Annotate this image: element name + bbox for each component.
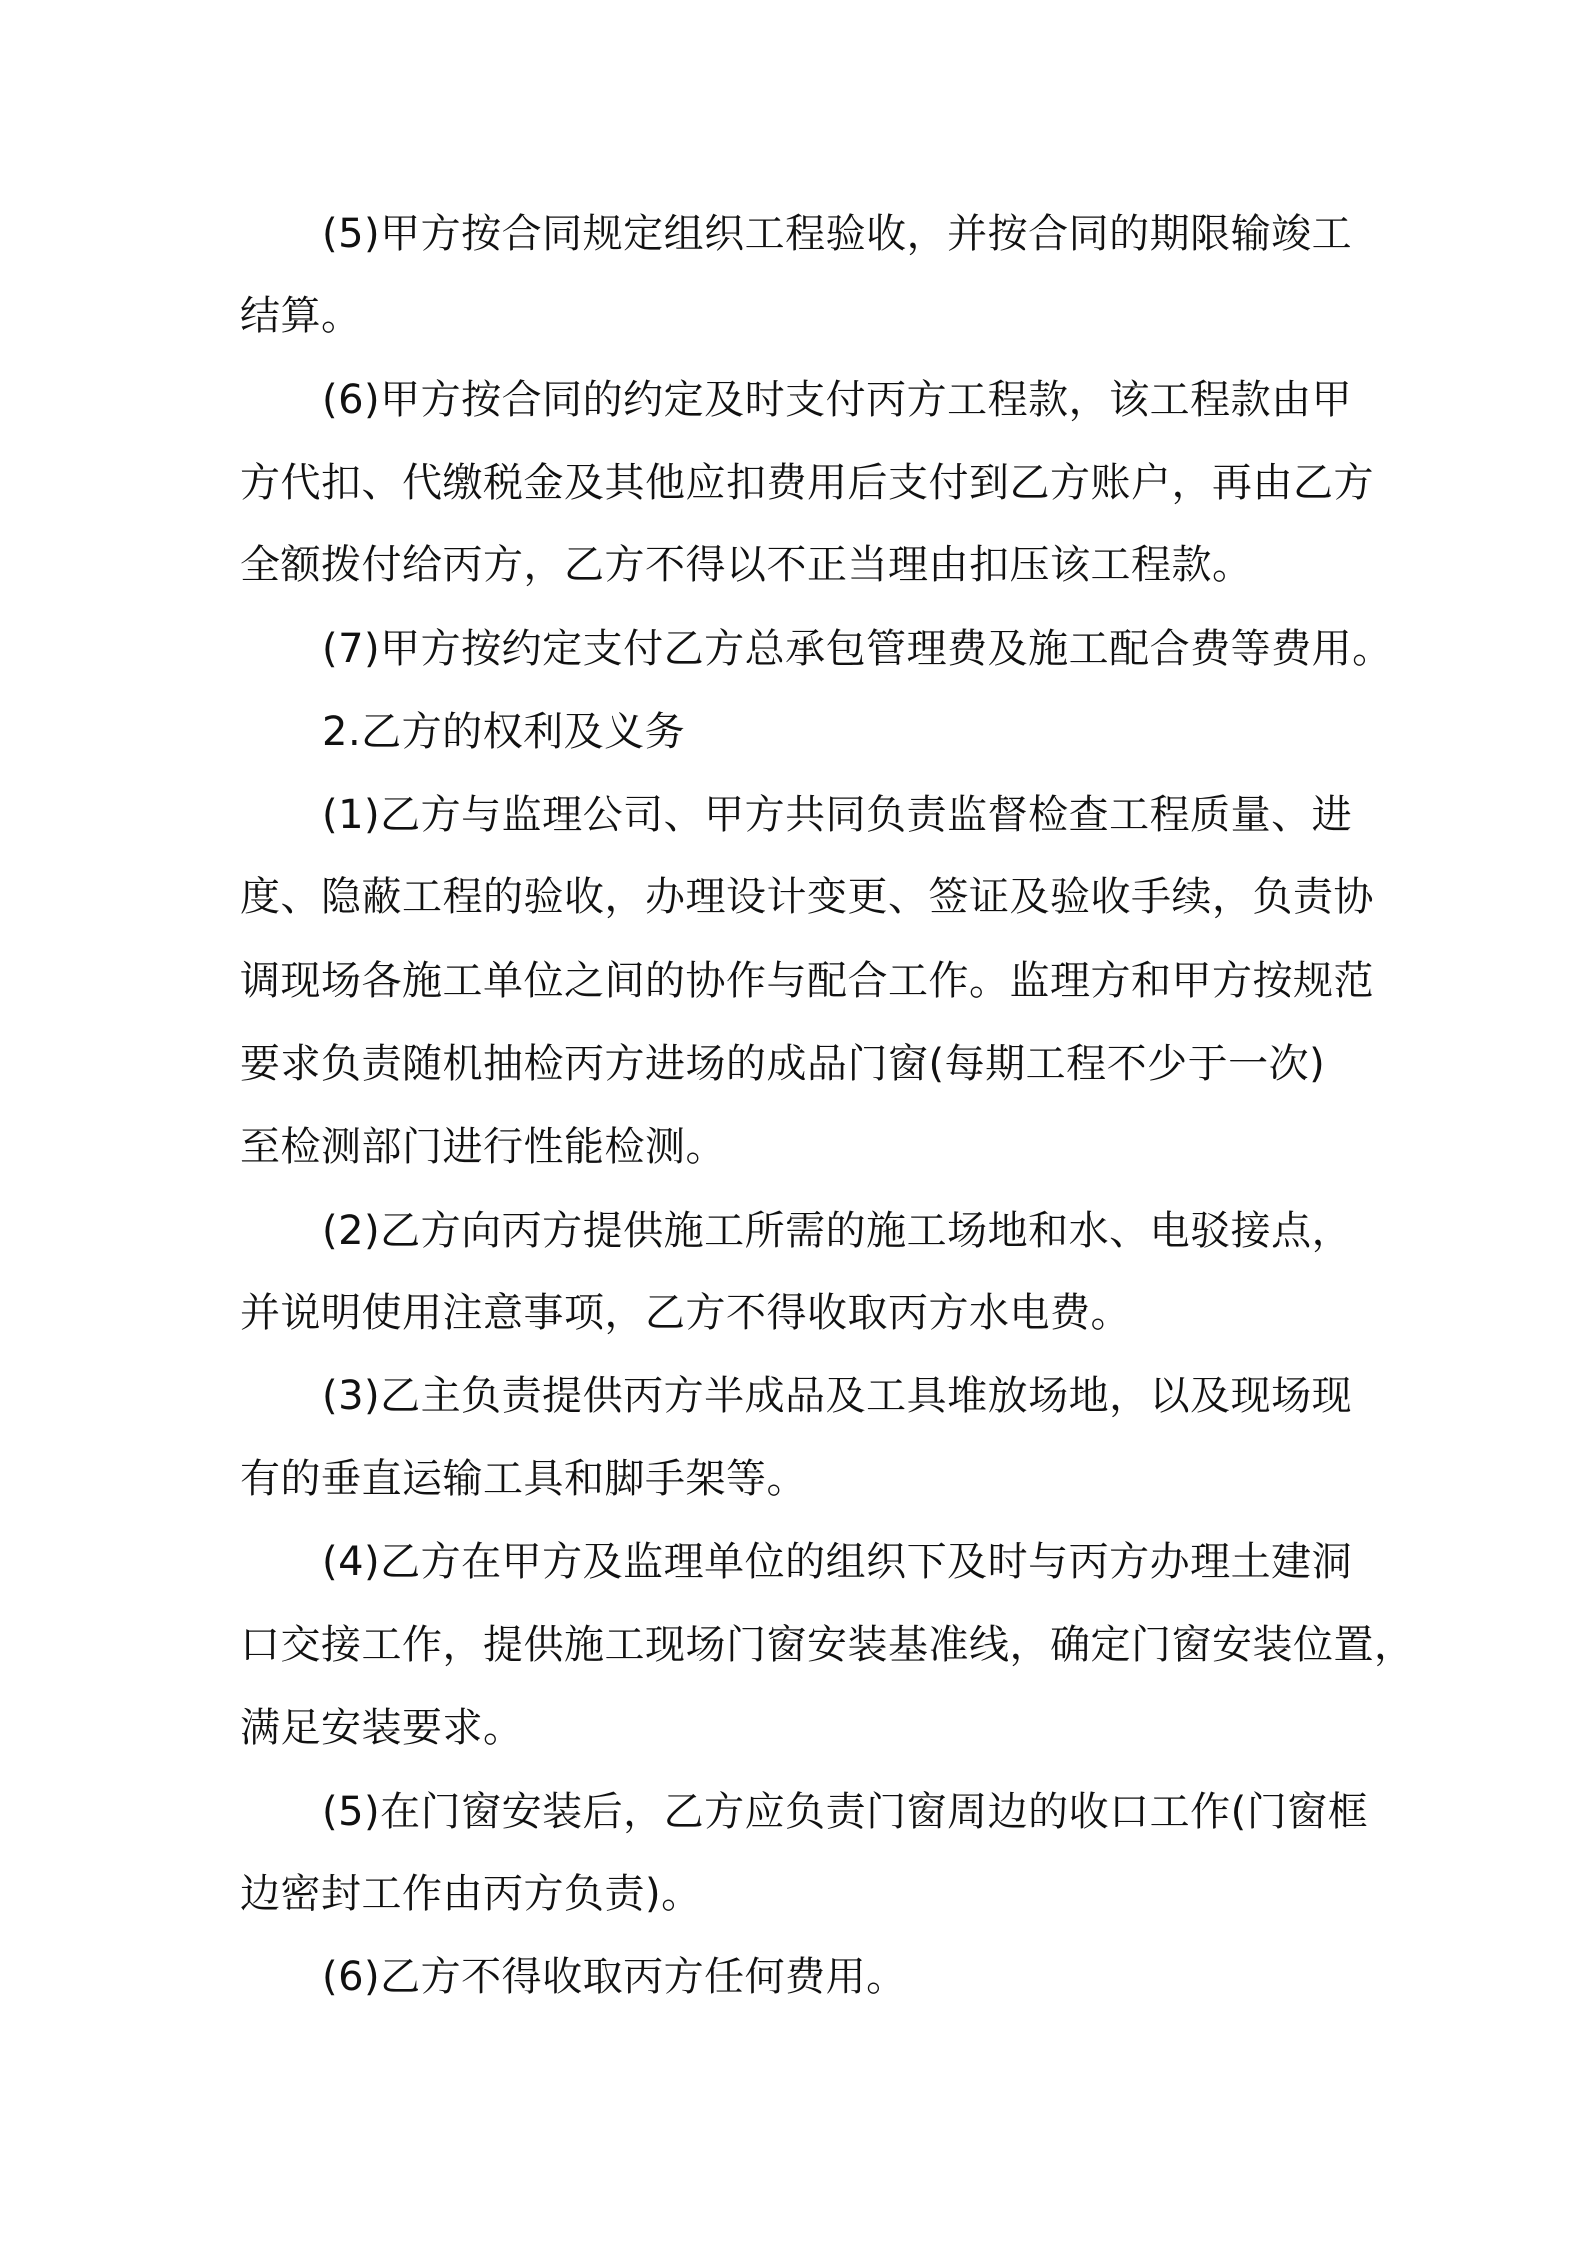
text-line: 方代扣、代缴税金及其他应扣费用后支付到乙方账户，再由乙方 [240,460,1374,506]
text-line: 有的垂直运输工具和脚手架等。 [240,1456,807,1502]
text-line: (2)乙方向丙方提供施工所需的施工场地和水、电驳接点， [322,1208,1353,1254]
text-line: 至检测部门进行性能检测。 [240,1124,726,1170]
text-line: (7)甲方按约定支付乙方总承包管理费及施工配合费等费用。 [322,626,1393,672]
text-line: (6)甲方按合同的约定及时支付丙方工程款，该工程款由甲 [322,377,1353,423]
text-line: 边密封工作由丙方负责)。 [240,1871,702,1917]
text-line: 2.乙方的权利及义务 [322,709,686,755]
text-line: (3)乙主负责提供丙方半成品及工具堆放场地，以及现场现 [322,1373,1353,1419]
text-line: (5)在门窗安装后，乙方应负责门窗周边的收口工作(门窗框 [322,1789,1369,1835]
text-line: (5)甲方按合同规定组织工程验收，并按合同的期限输竣工 [322,211,1353,257]
text-line: 调现场各施工单位之间的协作与配合工作。监理方和甲方按规范 [240,958,1374,1004]
text-line: 全额拨付给丙方，乙方不得以不正当理由扣压该工程款。 [240,542,1253,588]
text-line: (6)乙方不得收取丙方任何费用。 [322,1954,907,2000]
text-line: 满足安装要求。 [240,1705,524,1751]
text-line: (1)乙方与监理公司、甲方共同负责监督检查工程质量、进 [322,792,1353,838]
text-line: 并说明使用注意事项，乙方不得收取丙方水电费。 [240,1290,1131,1336]
text-line: 结算。 [240,293,362,339]
text-line: 要求负责随机抽检丙方进场的成品门窗(每期工程不少于一次) [240,1041,1326,1087]
text-line: 口交接工作，提供施工现场门窗安装基准线，确定门窗安装位置， [240,1622,1415,1668]
text-line: (4)乙方在甲方及监理单位的组织下及时与丙方办理土建洞 [322,1539,1353,1585]
text-line: 度、隐蔽工程的验收，办理设计变更、签证及验收手续，负责协 [240,874,1374,920]
